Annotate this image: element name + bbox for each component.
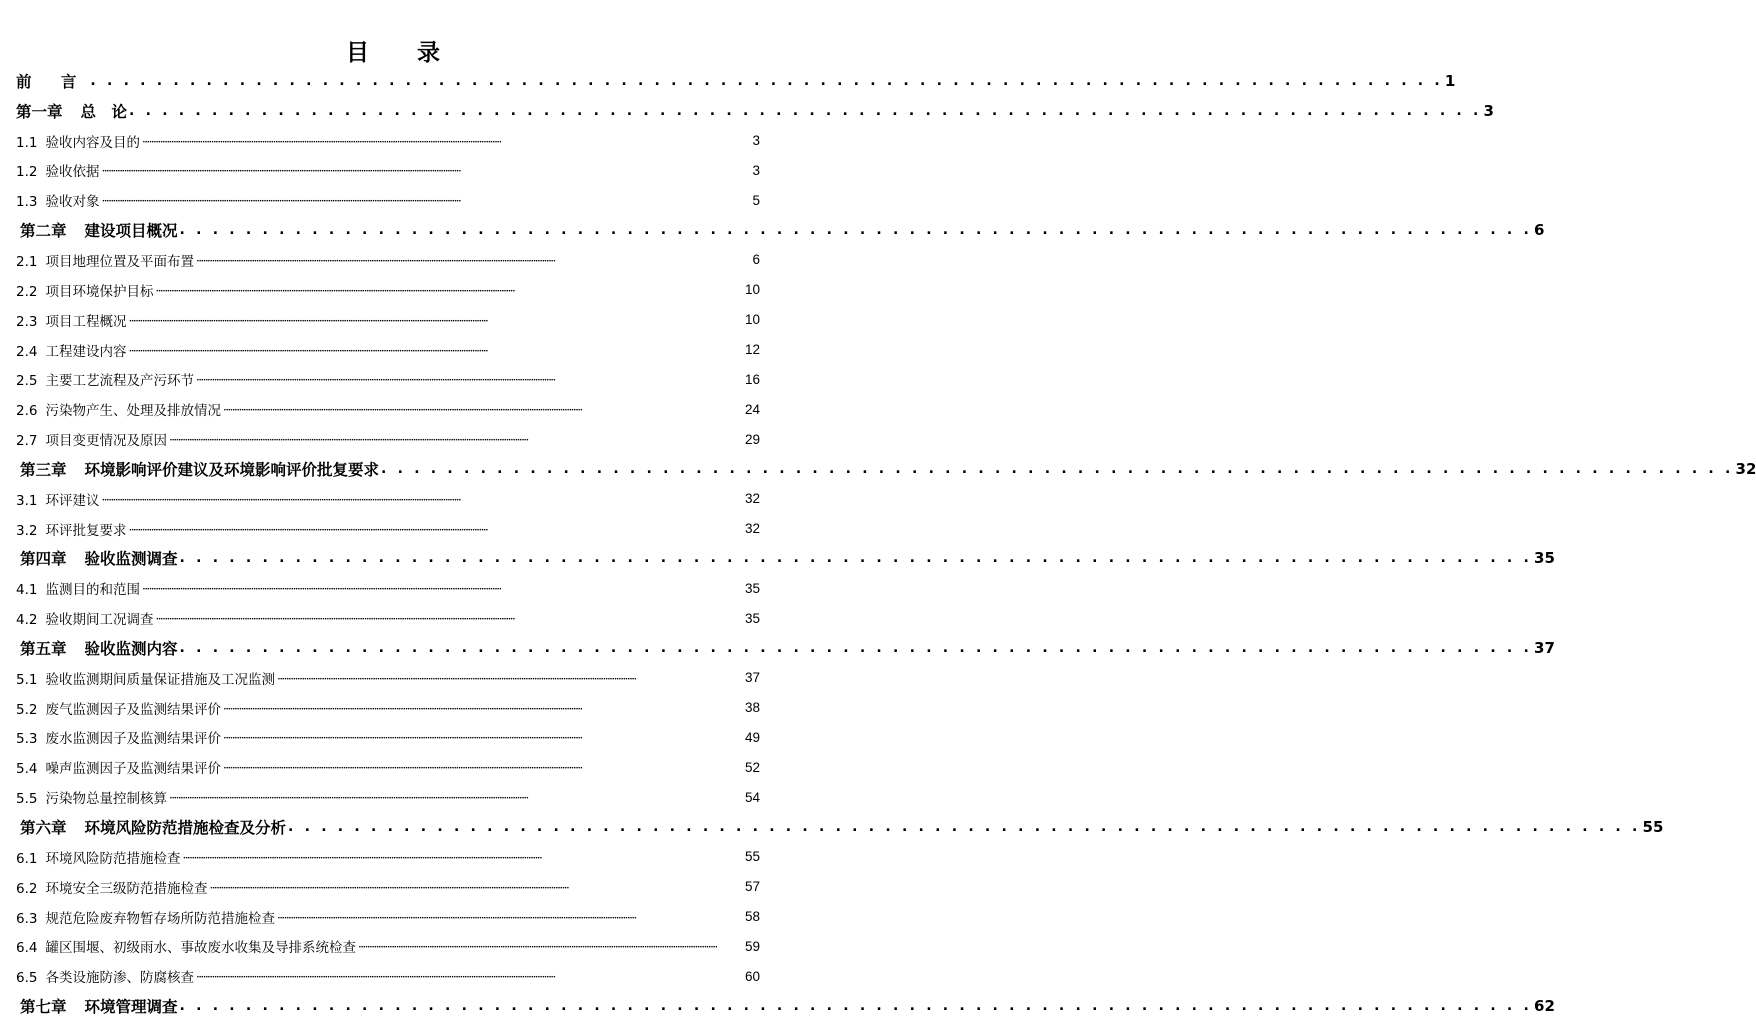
toc-entry-label [20, 219, 180, 241]
toc-entry-number: 2.7 [16, 433, 38, 450]
toc-page-number: 1 [1444, 71, 1456, 90]
toc-entry-label [16, 100, 129, 122]
toc-dot-leader: . . . . . . . . . . . . . . . . . . . . . . . . . . . . . . . . . . . . . . . . . . . . . . . . . . . . . . . . . . . . . . . . . . . . . . . . . . . . . . . . . . [90, 72, 1443, 89]
toc-entry-number: 2.1 [16, 253, 38, 270]
toc-section-entry[interactable] [16, 693, 760, 723]
toc-dot-leader: ·································································································································································· [101, 492, 461, 507]
toc-dot-leader: ·································································································································································· [168, 791, 528, 806]
toc-entry-title: 工程建设内容 [45, 343, 127, 360]
toc-list [16, 66, 1756, 1021]
toc-entry-number: 第三章 [20, 460, 67, 479]
toc-dot-leader: ·································································································································································· [155, 283, 515, 298]
toc-entry-number: 5.5 [16, 791, 38, 808]
toc-entry-number: 1.1 [16, 134, 38, 151]
toc-page-number: 16 [744, 371, 760, 387]
toc-entry-label [16, 966, 196, 986]
toc-entry-title: 环境管理调查 [84, 998, 178, 1017]
toc-section-entry[interactable] [16, 961, 760, 991]
toc-page-number: 35 [744, 610, 760, 626]
toc-page-number: 6 [752, 252, 760, 268]
toc-entry-number: 6.3 [16, 910, 38, 927]
toc-dot-leader: . . . . . . . . . . . . . . . . . . . . . . . . . . . . . . . . . . . . . . . . . . . . . . . . . . . . . . . . . . . . . . . . . . . . . . . . . . . . . . . . . . [179, 222, 1533, 239]
toc-entry-label [16, 369, 196, 389]
toc-entry-label [16, 160, 101, 180]
toc-entry-number: 6.1 [16, 850, 38, 867]
toc-section-entry[interactable] [16, 782, 760, 812]
toc-page-number: 37 [1534, 638, 1555, 657]
toc-chapter-entry[interactable] [16, 544, 1555, 574]
toc-entry-label [16, 936, 358, 956]
toc-entry-title: 验收依据 [45, 164, 100, 181]
toc-entry-number: 5.2 [16, 701, 38, 718]
toc-entry-label [16, 877, 209, 897]
toc-entry-number: 5.3 [16, 731, 38, 748]
toc-page-number: 29 [744, 431, 760, 447]
toc-entry-title: 环境安全三级防范措施检查 [45, 880, 208, 897]
toc-entry-label [20, 816, 288, 838]
toc-section-entry[interactable] [16, 931, 760, 961]
toc-entry-label [16, 190, 101, 210]
toc-dot-leader: ·································································································································································· [276, 910, 636, 925]
toc-entry-title: 污染物总量控制核算 [45, 791, 167, 808]
toc-section-entry[interactable] [16, 573, 760, 603]
toc-section-entry[interactable] [16, 902, 760, 932]
toc-entry-label [20, 637, 180, 659]
toc-page-number: 32 [744, 521, 760, 537]
toc-entry-title: 验收监测期间质量保证措施及工况监测 [45, 671, 275, 688]
toc-entry-number: 第六章 [20, 819, 67, 838]
toc-entry-title: 验收内容及目的 [45, 134, 140, 151]
toc-entry-title: 验收对象 [45, 194, 100, 211]
toc-section-entry[interactable] [16, 723, 760, 753]
toc-section-entry[interactable] [16, 335, 760, 365]
toc-chapter-entry[interactable] [16, 633, 1555, 663]
toc-entry-title: 罐区围堰、初级雨水、事故废水收集及导排系统检查 [45, 940, 356, 957]
toc-entry-number: 第七章 [20, 998, 67, 1017]
toc-section-entry[interactable] [16, 752, 760, 782]
toc-section-entry[interactable] [16, 663, 760, 693]
toc-entry-number: 2.3 [16, 313, 38, 330]
toc-entry-number: 2.6 [16, 403, 38, 420]
toc-page-number: 49 [744, 729, 760, 745]
toc-entry-label [16, 310, 128, 330]
toc-entry-label [16, 250, 196, 270]
toc-entry-title: 各类设施防渗、防腐核查 [45, 970, 194, 987]
toc-entry-number: 6.5 [16, 970, 38, 987]
toc-entry-title: 规范危险废弃物暂存场所防范措施检查 [45, 910, 275, 927]
toc-entry-label [16, 519, 128, 539]
toc-page-number: 55 [744, 849, 760, 865]
toc-section-entry[interactable] [16, 156, 760, 186]
toc-chapter-entry[interactable] [16, 96, 1494, 126]
toc-entry-number: 5.1 [16, 671, 38, 688]
toc-entry-number: 1.3 [16, 194, 38, 211]
toc-dot-leader: ·································································································································································· [222, 761, 582, 776]
toc-section-entry[interactable] [16, 484, 760, 514]
toc-section-entry[interactable] [16, 424, 760, 454]
toc-dot-leader: . . . . . . . . . . . . . . . . . . . . . . . . . . . . . . . . . . . . . . . . . . . . . . . . . . . . . . . . . . . . . . . . . . . . . . . . . . . . . . . . . . [381, 460, 1734, 477]
toc-dot-leader: . . . . . . . . . . . . . . . . . . . . . . . . . . . . . . . . . . . . . . . . . . . . . . . . . . . . . . . . . . . . . . . . . . . . . . . . . . . . . . . . . . [129, 102, 1482, 119]
toc-dot-leader: . . . . . . . . . . . . . . . . . . . . . . . . . . . . . . . . . . . . . . . . . . . . . . . . . . . . . . . . . . . . . . . . . . . . . . . . . . . . . . . . . . [179, 550, 1533, 567]
toc-entry-title: 建设项目概况 [84, 222, 178, 241]
toc-page-number: 52 [744, 759, 760, 775]
toc-page-number: 32 [744, 491, 760, 507]
toc-entry-label [16, 429, 169, 449]
toc-dot-leader: ·································································································································································· [195, 253, 555, 268]
toc-section-entry[interactable] [16, 245, 760, 275]
toc-entry-label [16, 70, 90, 92]
toc-dot-leader: ·································································································································································· [182, 850, 542, 865]
toc-entry-title: 项目工程概况 [45, 313, 127, 330]
toc-entry-title: 污染物产生、处理及排放情况 [45, 403, 221, 420]
toc-entry-label [16, 727, 223, 747]
toc-section-entry[interactable] [16, 514, 760, 544]
toc-entry-label [16, 608, 155, 628]
toc-page-number: 5 [752, 192, 760, 208]
toc-dot-leader: ·································································································································································· [101, 194, 461, 209]
toc-entry-label [20, 458, 381, 480]
toc-section-entry[interactable] [16, 364, 760, 394]
toc-section-entry[interactable] [16, 275, 760, 305]
toc-section-entry[interactable] [16, 872, 760, 902]
toc-entry-label [16, 698, 223, 718]
toc-entry-number: 2.5 [16, 373, 38, 390]
toc-entry-title: 验收监测调查 [84, 550, 178, 569]
toc-section-entry[interactable] [16, 394, 760, 424]
toc-page-number: 3 [752, 133, 760, 149]
toc-entry-number: 6.4 [16, 940, 38, 957]
toc-entry-number: 6.2 [16, 880, 38, 897]
toc-page-number: 55 [1642, 818, 1664, 837]
toc-title: 目 录 [345, 40, 460, 66]
toc-entry-number: 4.1 [16, 582, 38, 599]
toc-dot-leader: ·································································································································································· [222, 731, 582, 746]
toc-entry-label [16, 340, 128, 360]
toc-entry-number: 5.4 [16, 761, 38, 778]
toc-entry-label [16, 757, 223, 777]
toc-chapter-entry[interactable] [16, 66, 1456, 96]
toc-page-number: 10 [744, 282, 760, 298]
toc-dot-leader: . . . . . . . . . . . . . . . . . . . . . . . . . . . . . . . . . . . . . . . . . . . . . . . . . . . . . . . . . . . . . . . . . . . . . . . . . . . . . . . . . . [179, 639, 1533, 656]
toc-page-number: 3 [1483, 101, 1494, 120]
toc-dot-leader: ·································································································································································· [195, 373, 555, 388]
toc-entry-number: 第五章 [20, 639, 67, 658]
toc-entry-label [16, 131, 142, 151]
toc-page-number: 57 [744, 879, 760, 895]
toc-entry-label [16, 907, 277, 927]
toc-page-number: 37 [744, 670, 760, 686]
toc-entry-number: 2.4 [16, 343, 38, 360]
toc-chapter-entry[interactable] [16, 991, 1555, 1021]
toc-chapter-entry[interactable] [16, 215, 1545, 245]
toc-entry-label [16, 280, 155, 300]
toc-entry-label [20, 995, 180, 1017]
toc-entry-title: 监测目的和范围 [45, 582, 140, 599]
toc-page-number: 12 [744, 342, 760, 358]
toc-section-entry[interactable] [16, 185, 760, 215]
toc-entry-title: 废气监测因子及监测结果评价 [45, 701, 221, 718]
toc-section-entry[interactable] [16, 603, 760, 633]
toc-entry-number: 第一章 [16, 102, 63, 121]
toc-dot-leader: . . . . . . . . . . . . . . . . . . . . . . . . . . . . . . . . . . . . . . . . . . . . . . . . . . . . . . . . . . . . . . . . . . . . . . . . . . . . . . . . . . [179, 998, 1533, 1015]
toc-page-number: 3 [752, 162, 760, 178]
toc-entry-title: 环评批复要求 [45, 522, 127, 539]
toc-page-number: 38 [744, 700, 760, 716]
toc-entry-number: 4.2 [16, 612, 38, 629]
toc-entry-label [16, 578, 142, 598]
toc-chapter-entry[interactable] [16, 454, 1756, 484]
toc-dot-leader: ·································································································································································· [128, 522, 488, 537]
toc-page-number: 62 [1534, 997, 1555, 1016]
toc-page-number: 54 [744, 789, 760, 805]
toc-entry-label [16, 489, 101, 509]
toc-page-number: 35 [744, 580, 760, 596]
toc-entry-label [16, 847, 182, 867]
toc-dot-leader: ·································································································································································· [357, 940, 717, 955]
toc-dot-leader: ·································································································································································· [168, 433, 528, 448]
toc-chapter-entry[interactable] [16, 812, 1664, 842]
toc-entry-title: 验收期间工况调查 [45, 612, 154, 629]
toc-entry-title: 噪声监测因子及监测结果评价 [45, 761, 221, 778]
toc-entry-label [20, 547, 180, 569]
toc-entry-label [16, 787, 169, 807]
toc-page-number: 24 [744, 401, 760, 417]
toc-dot-leader: ·································································································································································· [155, 612, 515, 627]
toc-entry-title: 主要工艺流程及产污环节 [45, 373, 194, 390]
toc-page-number: 60 [744, 968, 760, 984]
toc-page-number: 6 [1534, 221, 1545, 240]
toc-dot-leader: ·································································································································································· [141, 134, 501, 149]
toc-entry-title: 项目地理位置及平面布置 [45, 253, 194, 270]
toc-entry-title: 项目变更情况及原因 [45, 433, 167, 450]
toc-section-entry[interactable] [16, 305, 760, 335]
toc-entry-title: 环境风险防范措施检查 [45, 850, 181, 867]
toc-entry-number: 3.1 [16, 492, 38, 509]
toc-entry-number: 3.2 [16, 522, 38, 539]
toc-dot-leader: ·································································································································································· [276, 671, 636, 686]
toc-dot-leader: ·································································································································································· [128, 343, 488, 358]
toc-entry-number: 2.2 [16, 283, 38, 300]
toc-page-number: 35 [1534, 549, 1555, 568]
toc-entry-title: 废水监测因子及监测结果评价 [45, 731, 221, 748]
toc-page-number: 59 [744, 938, 760, 954]
toc-entry-title: 验收监测内容 [84, 639, 178, 658]
toc-entry-label [16, 668, 277, 688]
toc-page-number: 32 [1735, 459, 1756, 478]
toc-section-entry[interactable] [16, 126, 760, 156]
toc-dot-leader: ·································································································································································· [195, 970, 555, 985]
toc-dot-leader: ·································································································································································· [101, 164, 461, 179]
toc-entry-label [16, 399, 223, 419]
toc-entry-title: 环评建议 [45, 492, 100, 509]
toc-page-number: 10 [744, 312, 760, 328]
toc-dot-leader: . . . . . . . . . . . . . . . . . . . . . . . . . . . . . . . . . . . . . . . . . . . . . . . . . . . . . . . . . . . . . . . . . . . . . . . . . . . . . . . . . . [288, 819, 1641, 836]
toc-section-entry[interactable] [16, 842, 760, 872]
toc-dot-leader: ·································································································································································· [222, 701, 582, 716]
toc-entry-title: 项目环境保护目标 [45, 283, 154, 300]
toc-entry-number: 第二章 [20, 222, 67, 241]
toc-entry-number: 第四章 [20, 550, 67, 569]
toc-entry-number: 1.2 [16, 164, 38, 181]
toc-dot-leader: ·································································································································································· [141, 582, 501, 597]
toc-dot-leader: ·································································································································································· [128, 313, 488, 328]
toc-entry-title: 环境影响评价建议及环境影响评价批复要求 [84, 460, 380, 479]
toc-dot-leader: ·································································································································································· [222, 403, 582, 418]
toc-entry-title: 环境风险防范措施检查及分析 [84, 819, 287, 838]
toc-entry-title: 前 言 [16, 72, 89, 91]
toc-page-number: 58 [744, 909, 760, 925]
toc-entry-title: 总 论 [80, 102, 128, 121]
toc-dot-leader: ·································································································································································· [209, 880, 569, 895]
